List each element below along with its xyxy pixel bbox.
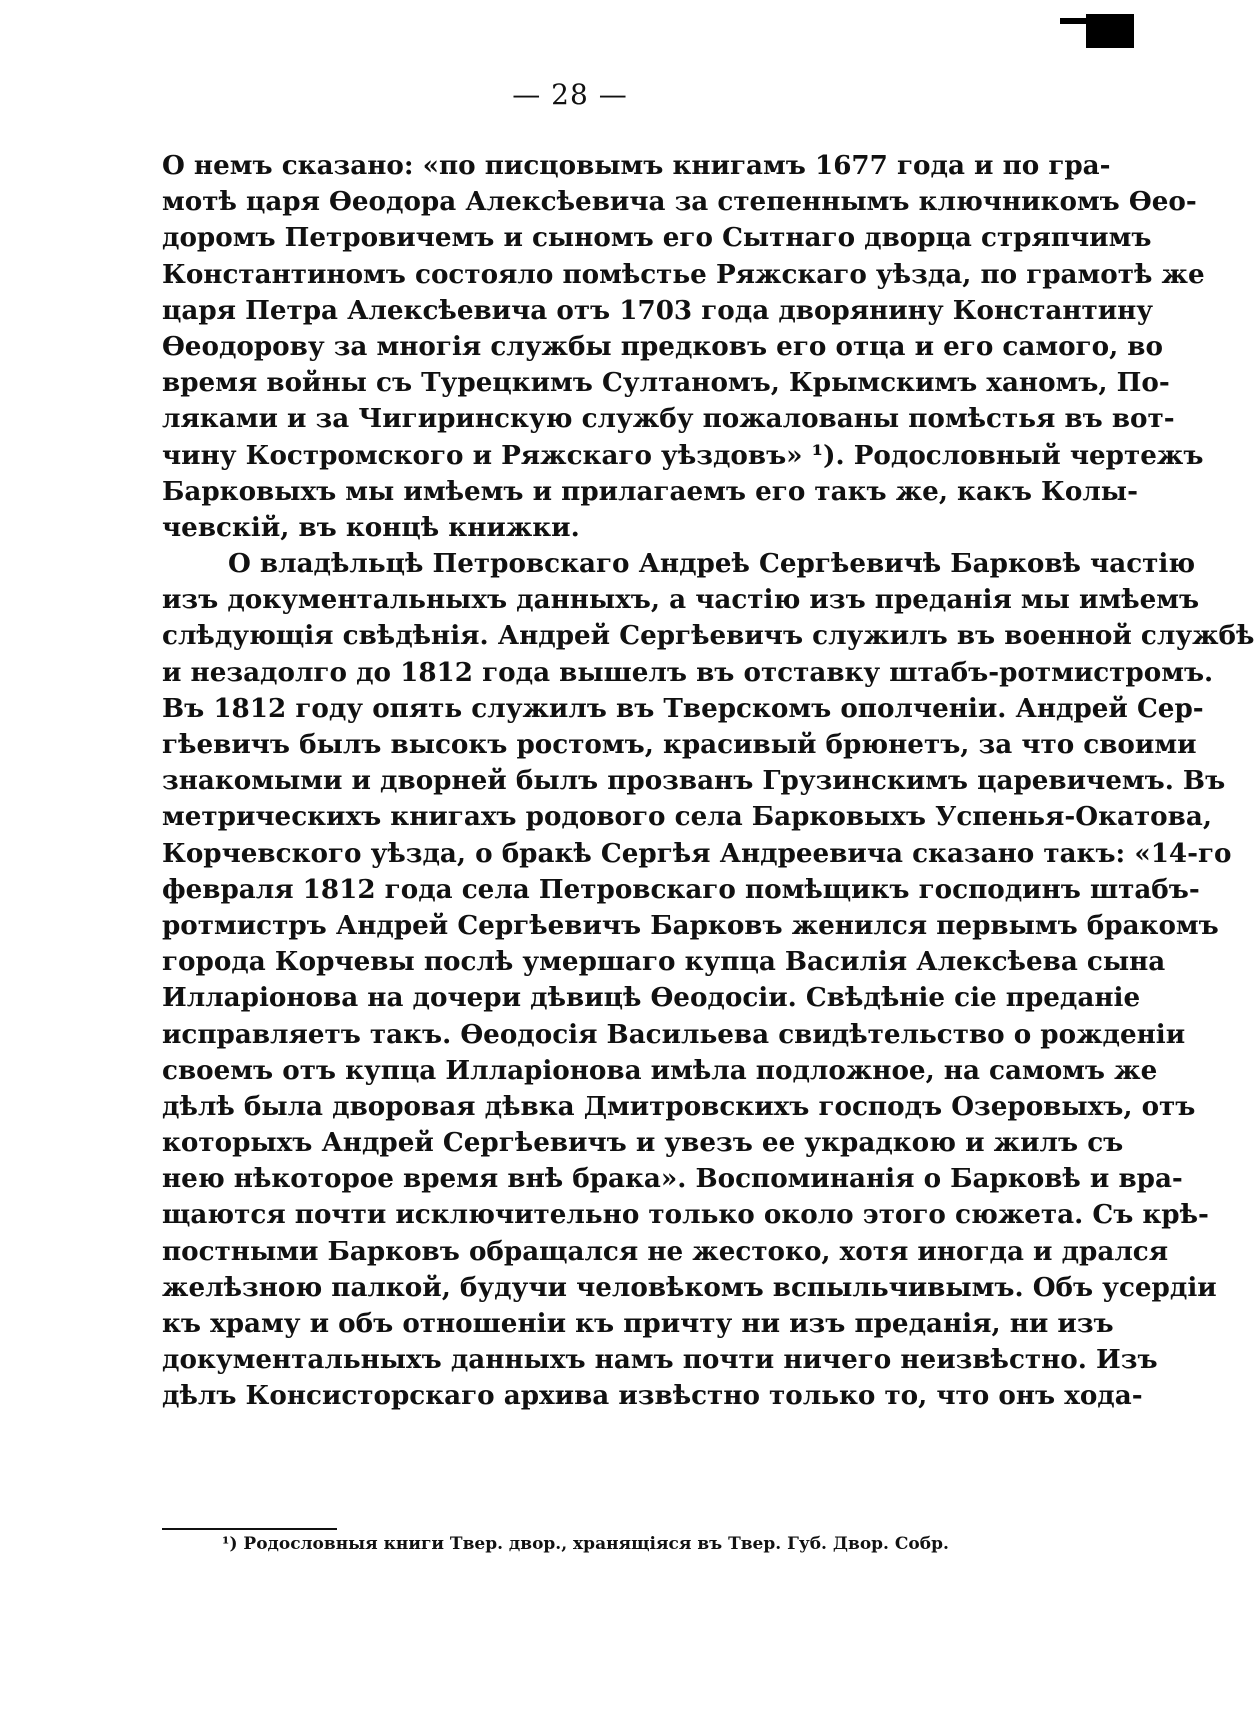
text-line: чину Костромского и Ряжскаго уѣздовъ» ¹). Родословный чертежъ (162, 439, 1204, 471)
text-line: исправляетъ такъ. Ѳеодосія Васильева свидѣтельство о рожденіи (162, 1018, 1186, 1050)
paragraph-2 (162, 546, 1254, 1415)
text-line: Ѳеодорову за многія службы предковъ его отца и его самого, во (162, 330, 1163, 362)
text-line: царя Петра Алексѣевича отъ 1703 года дворянину Константину (162, 294, 1154, 326)
text-line: О владѣльцѣ Петровскаго Андреѣ Сергѣевичѣ Барковѣ частію (228, 548, 1196, 580)
text-line: время войны съ Турецкимъ Султаномъ, Крымскимъ ханомъ, По- (162, 367, 1170, 399)
text-line: чевскій, въ концѣ книжки. (162, 511, 580, 543)
text-line: гѣевичъ былъ высокъ ростомъ, красивый брюнетъ, за что своими (162, 729, 1197, 760)
page-number: — 28 — (512, 78, 628, 111)
text-line: и незадолго до 1812 года вышелъ въ отставку штабъ-ротмистромъ. (162, 656, 1214, 688)
footnote-divider (162, 1528, 337, 1530)
text-line: документальныхъ данныхъ намъ почти ничего неизвѣстно. Изъ (162, 1344, 1158, 1376)
text-line: ротмистръ Андрей Сергѣевичъ Барковъ женился первымъ бракомъ (162, 909, 1219, 941)
text-line: постными Барковъ обращался не жестоко, хотя иногда и дрался (162, 1235, 1169, 1267)
text-line: города Корчевы послѣ умершаго купца Василія Алексѣева сына (162, 946, 1166, 978)
text-line: дѣлъ Консисторскаго архива извѣстно только то, что онъ хода- (162, 1380, 1143, 1412)
text-line: Константиномъ состояло помѣстье Ряжскаго уѣзда, по грамотѣ же (162, 258, 1205, 290)
text-line: нею нѣкоторое время внѣ брака». Воспоминанія о Барковѣ и вра- (162, 1163, 1183, 1195)
text-line: Въ 1812 году опять служилъ въ Тверскомъ ополченіи. Андрей Сер- (162, 692, 1204, 724)
paragraph-1 (162, 148, 1205, 546)
text-line: желѣзною палкой, будучи человѣкомъ вспыльчивымъ. Объ усердіи (162, 1271, 1217, 1303)
text-line: слѣдующія свѣдѣнія. Андрей Сергѣевичъ служилъ въ военной службѣ (162, 620, 1254, 652)
text-line: О немъ сказано: «по писцовымъ книгамъ 1677 года и по гра- (162, 150, 1111, 181)
scan-edge-mark (1086, 14, 1134, 48)
text-line: февраля 1812 года села Петровскаго помѣщикъ господинъ штабъ- (162, 873, 1200, 905)
text-line: Барковыхъ мы имѣемъ и прилагаемъ его такъ же, какъ Колы- (162, 475, 1138, 507)
text-line: Илларіонова на дочери дѣвицѣ Ѳеодосіи. Свѣдѣніе сіе преданіе (162, 982, 1141, 1014)
text-line: ляками и за Чигиринскую службу пожалованы помѣстья въ вот- (162, 403, 1175, 435)
text-line: щаются почти исключительно только около этого сюжета. Съ крѣ- (162, 1199, 1209, 1231)
text-line: мотѣ царя Ѳеодора Алексѣевича за степеннымъ ключникомъ Ѳео- (162, 186, 1197, 218)
text-line: метрическихъ книгахъ родового села Барковыхъ Успенья-Окатова, (162, 801, 1212, 833)
text-line: изъ документальныхъ данныхъ, а частію изъ преданія мы имѣемъ (162, 584, 1200, 616)
text-line: дѣлѣ была дворовая дѣвка Дмитровскихъ господъ Озеровыхъ, отъ (162, 1090, 1196, 1122)
footnote: ¹) Родословныя книги Твер. двор., хранящіяся въ Твер. Губ. Двор. Собр. (222, 1534, 949, 1554)
text-line: знакомыми и дворней былъ прозванъ Грузинскимъ царевичемъ. Въ (162, 765, 1226, 797)
text-line: Корчевского уѣзда, о бракѣ Сергѣя Андреевича сказано такъ: «14-го (162, 837, 1232, 869)
text-line: своемъ отъ купца Илларіонова имѣла подложное, на самомъ же (162, 1054, 1158, 1086)
text-line: которыхъ Андрей Сергѣевичъ и увезъ ее украдкою и жилъ съ (162, 1127, 1124, 1159)
text-line: доромъ Петровичемъ и сыномъ его Сытнаго дворца стряпчимъ (162, 222, 1152, 254)
text-line: къ храму и объ отношеніи къ причту ни изъ преданія, ни изъ (162, 1308, 1114, 1339)
body-text (162, 148, 1254, 1415)
